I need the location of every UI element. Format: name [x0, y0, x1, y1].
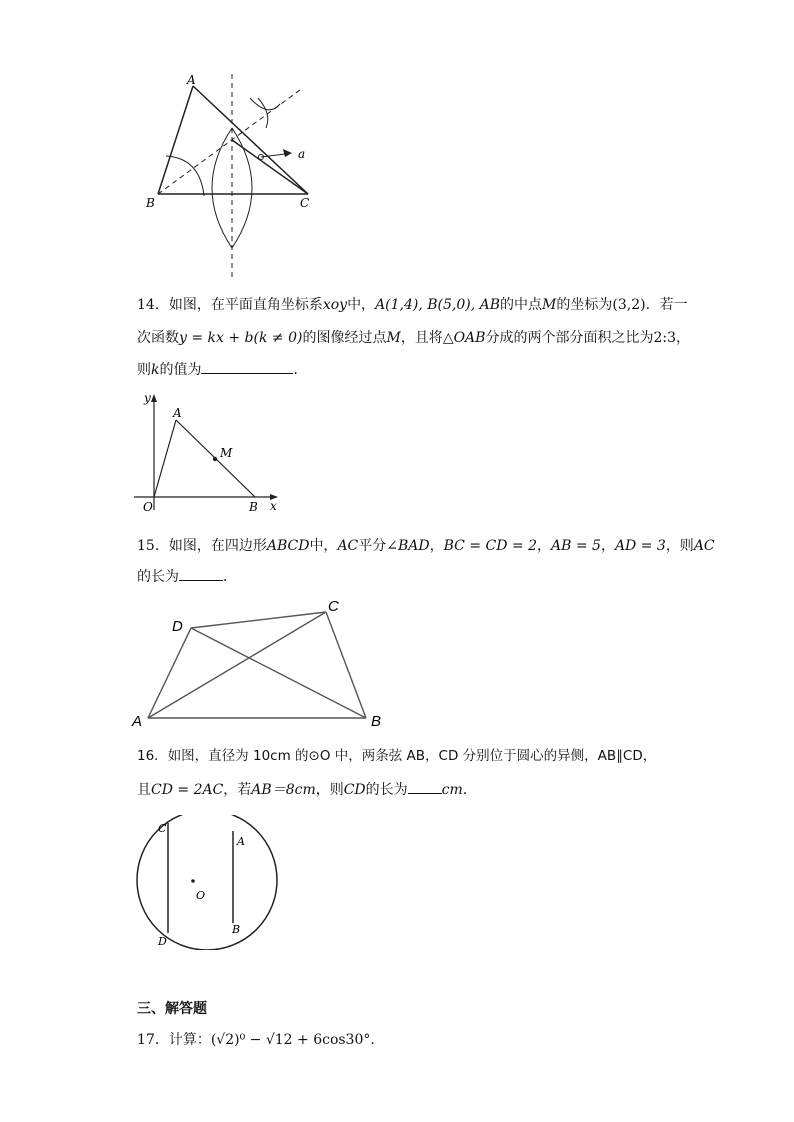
q15-line1: 15．如图，在四边形ABCD中，AC平分∠BAD，BC = CD = 2，AB = 5，AD = 3，则AC — [137, 538, 715, 554]
fig14-label-B: B — [249, 500, 258, 514]
q16-line2: 且CD = 2AC，若AB＝8cm，则CD的长为 cm. — [137, 779, 467, 800]
fig13-label-C: C — [300, 196, 310, 210]
q15-number: 15． — [137, 538, 169, 554]
fig13-label-A: A — [187, 73, 196, 87]
fig14-label-y: y — [144, 391, 151, 405]
fig15-label-B: B — [371, 713, 382, 730]
q14-answer-blank[interactable] — [201, 359, 293, 374]
fig15-label-D: D — [172, 618, 183, 635]
q14-line1: 14．如图，在平面直角坐标系xoy中，A(1,4), B(5,0), AB的中点M的坐标为(3,2)．若一 — [137, 297, 688, 313]
fig16-label-A: A — [237, 835, 245, 848]
fig16-label-C: C — [158, 822, 167, 835]
construction-figure — [140, 70, 330, 285]
section-heading: 三、解答题 — [137, 1001, 207, 1017]
q17-line: 17．计算：(√2)⁰ − √12 + 6cos30°． — [137, 1032, 385, 1048]
q14-line2: 次函数y = kx + b(k ≠ 0)的图像经过点M，且将△OAB分成的两个部分面积之比为2:3， — [137, 330, 690, 346]
q16-answer-blank[interactable] — [408, 779, 442, 794]
fig16-label-O: O — [196, 889, 206, 902]
q16-line1: 16．如图，直径为 10cm 的⊙O 中，两条弦 AB，CD 分别位于圆心的异侧，AB∥CD， — [137, 748, 657, 764]
coordinate-figure — [130, 390, 280, 515]
fig13-label-a: a — [298, 147, 306, 161]
q17-expression: (√2)⁰ − √12 + 6cos30° — [210, 1032, 371, 1048]
fig16-label-D: D — [158, 935, 167, 948]
fig15-label-C: C — [328, 598, 339, 615]
q15-answer-blank[interactable] — [179, 566, 223, 581]
q14-number: 14． — [137, 297, 169, 313]
circle-figure — [130, 815, 290, 950]
q14-line3: 则k的值为 ． — [137, 359, 307, 380]
q15-line2: 的长为 ． — [137, 566, 237, 587]
fig14-label-M: M — [220, 446, 233, 460]
fig15-label-A: A — [132, 713, 143, 730]
fig13-label-B: B — [146, 196, 155, 210]
quadrilateral-figure — [128, 594, 393, 734]
q16-number: 16． — [137, 748, 168, 764]
q17-number: 17． — [137, 1032, 169, 1048]
fig14-label-A: A — [173, 406, 182, 420]
fig14-label-x: x — [270, 499, 277, 513]
fig14-label-O: O — [143, 500, 153, 514]
fig16-label-B: B — [232, 923, 241, 936]
